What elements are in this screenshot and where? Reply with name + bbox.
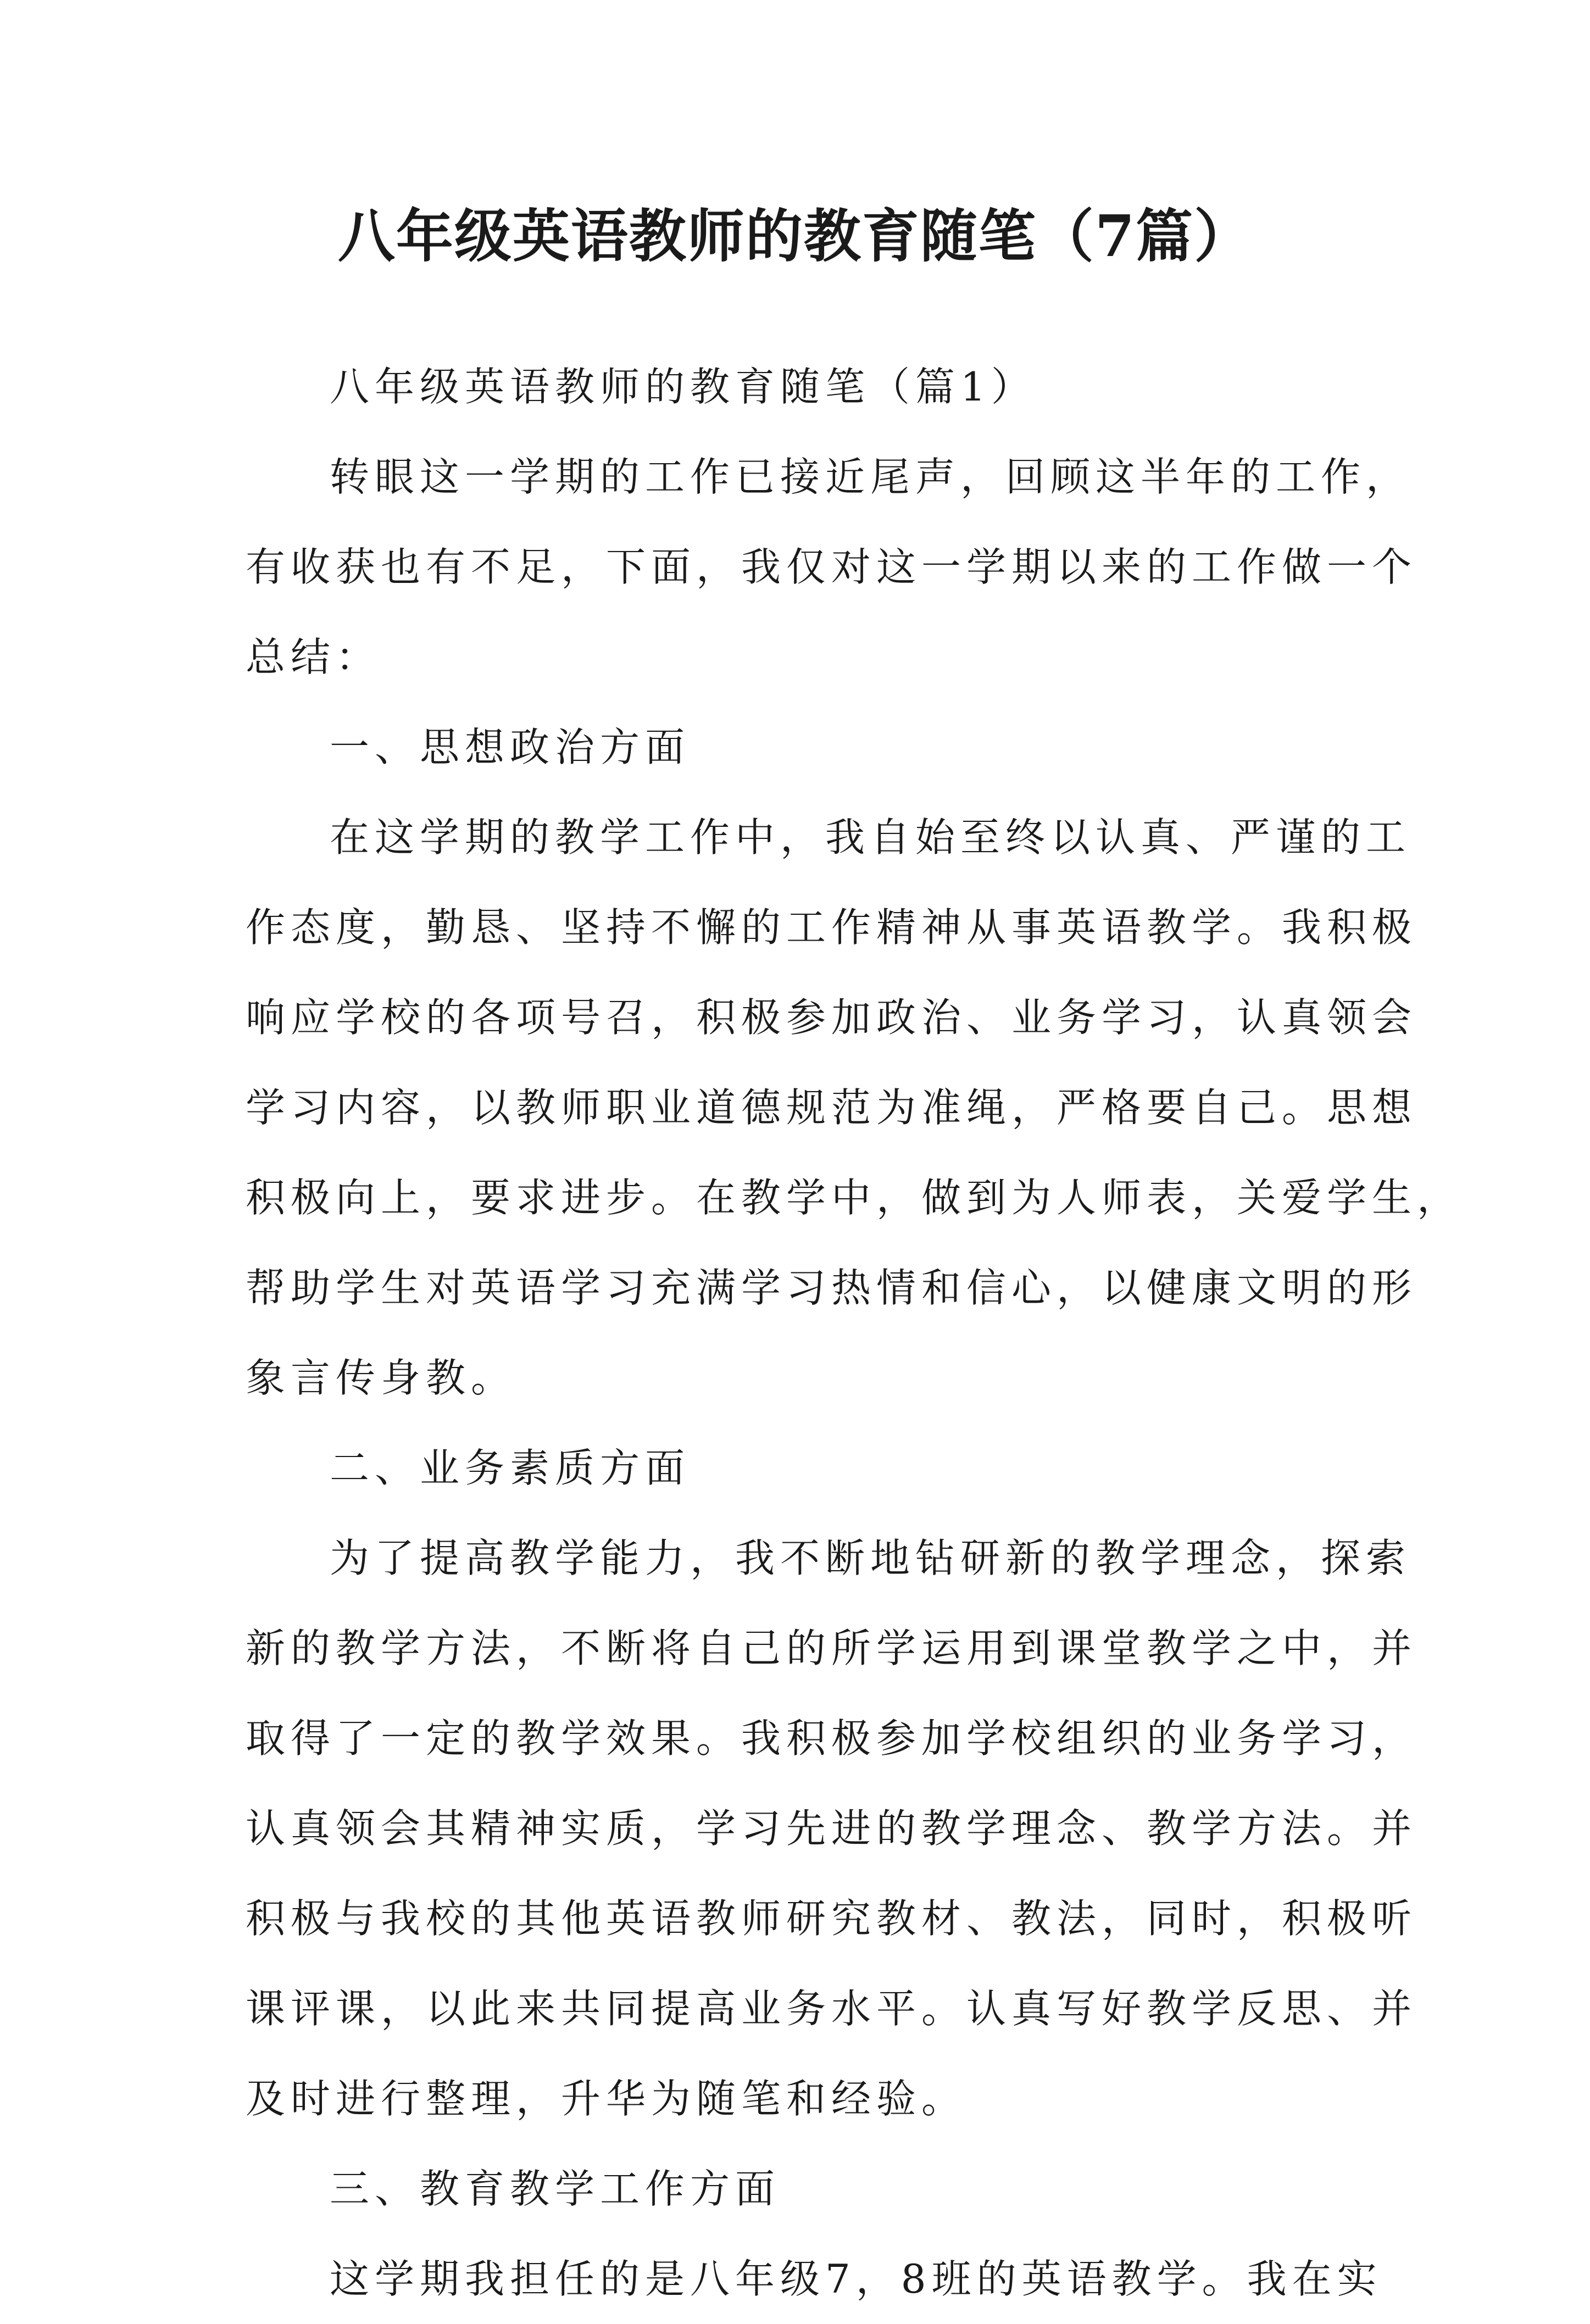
section-heading: 三、教育教学工作方面 [330,2166,781,2212]
body-line: 取得了一定的教学效果。我积极参加学校组织的业务学习， [246,1715,1417,1761]
body-line: 转眼这一学期的工作已接近尾声，回顾这半年的工作， [330,454,1411,500]
body-line: 及时进行整理，升华为随笔和经验。 [246,2076,967,2122]
body-line: 积极向上，要求进步。在教学中，做到为人师表，关爱学生， [246,1175,1463,1221]
section-heading: 二、业务素质方面 [330,1445,691,1491]
body-line: 学习内容，以教师职业道德规范为准绳，严格要自己。思想 [246,1085,1417,1131]
body-line: 象言传身教。 [246,1355,516,1401]
body-line: 认真领会其精神实质，学习先进的教学理念、教学方法。并 [246,1805,1417,1852]
body-line: 这学期我担任的是八年级7，8班的英语教学。我在实 [330,2256,1382,2302]
section-subtitle: 八年级英语教师的教育随笔（篇1） [330,364,1036,410]
body-line: 作态度，勤恳、坚持不懈的工作精神从事英语教学。我积极 [246,904,1417,950]
body-line: 帮助学生对英语学习充满学习热情和信心，以健康文明的形 [246,1265,1417,1311]
body-line: 新的教学方法，不断将自己的所学运用到课堂教学之中，并 [246,1625,1417,1671]
section-heading: 一、思想政治方面 [330,724,691,770]
body-line: 为了提高教学能力，我不断地钻研新的教学理念，探索 [330,1535,1411,1581]
document-title: 八年级英语教师的教育随笔（7篇） [337,202,1253,270]
body-line: 总结： [246,634,381,680]
body-line: 积极与我校的其他英语教师研究教材、教法，同时，积极听 [246,1895,1417,1942]
body-line: 课评课，以此来共同提高业务水平。认真写好教学反思、并 [246,1986,1417,2032]
body-line: 响应学校的各项号召，积极参加政治、业务学习，认真领会 [246,994,1417,1041]
document-body [246,342,1463,2324]
body-line: 在这学期的教学工作中，我自始至终以认真、严谨的工 [330,814,1411,860]
body-line: 有收获也有不足，下面，我仅对这一学期以来的工作做一个 [246,544,1417,590]
